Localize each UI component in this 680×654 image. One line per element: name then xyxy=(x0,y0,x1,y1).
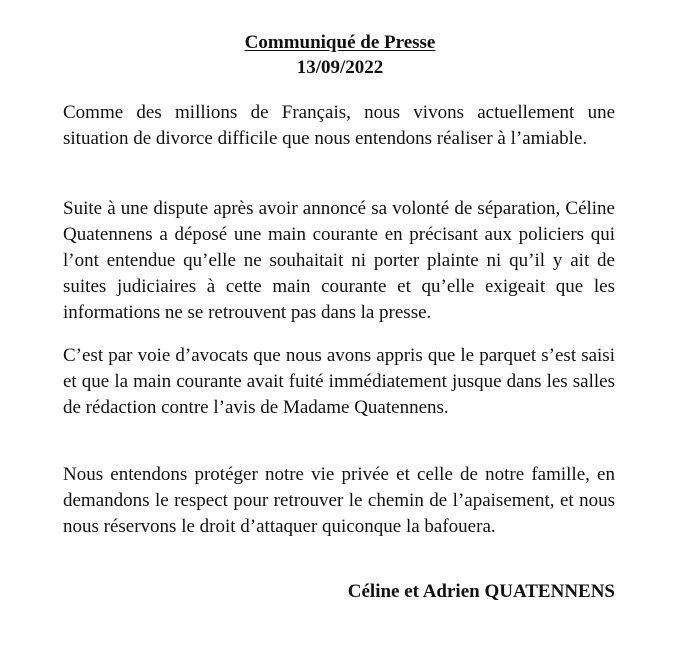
paragraph-3: C’est par voie d’avocats que nous avons appris que le parquet s’est saisi et que la main courante avait fuité immédiatement jusque dans les salles de rédaction contre l’avis de Madame Quatennens. xyxy=(63,345,615,418)
document-header xyxy=(0,30,680,80)
document-title: Communiqué de Presse xyxy=(244,32,436,53)
signature: Céline et Adrien QUATENNENS xyxy=(347,581,615,602)
document-date: 13/09/2022 xyxy=(296,57,384,78)
paragraph-4: Nous entendons protéger notre vie privée et celle de notre famille, en demandons le respect pour retrouver le chemin de l’apaisement, et nous nous réservons le droit d’attaquer quiconque la bafouera. xyxy=(63,464,615,537)
paragraph-1: Comme des millions de Français, nous vivons actuellement une situation de divorce difficile que nous entendons réaliser à l’amiable. xyxy=(63,102,615,149)
paragraph-2: Suite à une dispute après avoir annoncé sa volonté de séparation, Céline Quatennens a déposé une main courante en précisant aux policiers qui l’ont entendue qu’elle ne souhaitait ni porter plainte ni qu’il y ait de suites judiciaires à cette main courante et qu’elle exigeait que les informations ne se retrouvent pas dans la presse. xyxy=(63,198,615,323)
